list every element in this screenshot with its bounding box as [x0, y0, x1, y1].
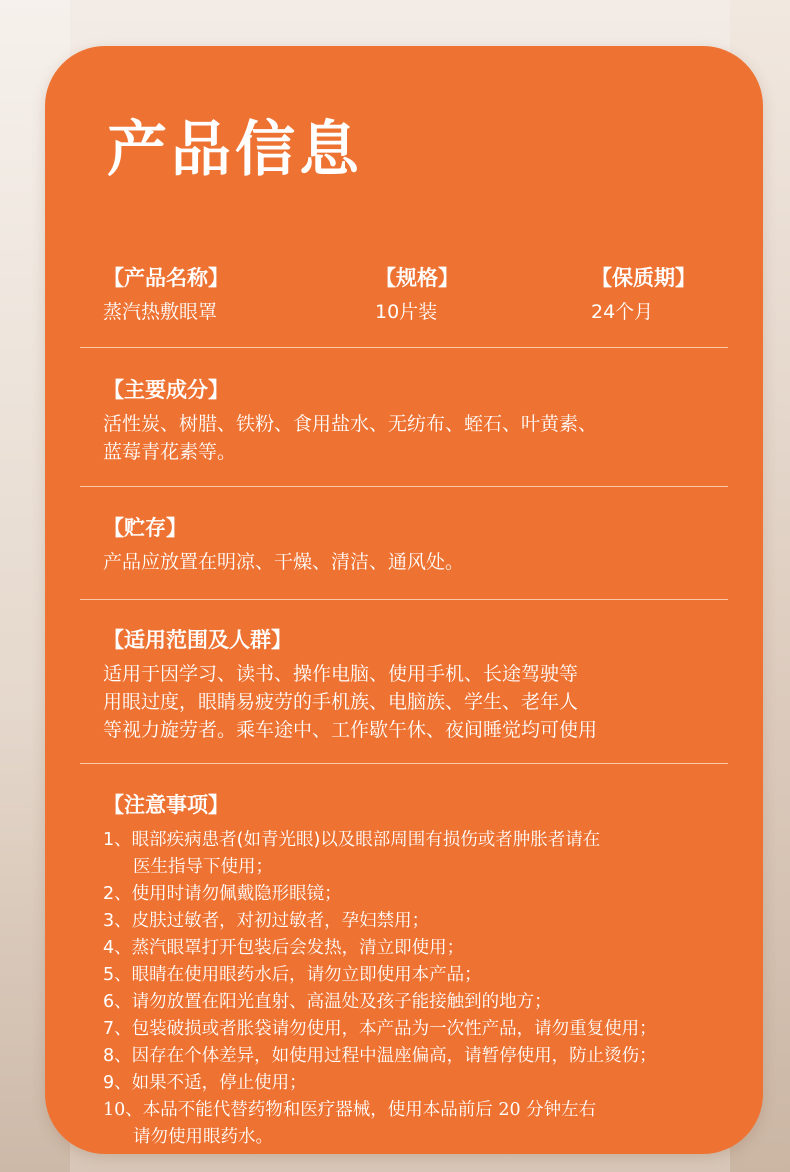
notes-section — [103, 791, 723, 1151]
basic-info-row — [103, 264, 723, 334]
shelf-life-label: 【保质期】 — [591, 266, 696, 290]
note-item: 4、蒸汽眼罩打开包装后会发热，清立即使用； — [103, 938, 465, 958]
scope-label: 【适用范围及人群】 — [103, 628, 292, 652]
note-item: 9、如果不适，停止使用； — [103, 1073, 307, 1093]
scope-text — [103, 660, 723, 744]
spec-block — [375, 264, 459, 326]
scope-line: 适用于因学习、读书、操作电脑、使用手机、长途驾驶等 — [103, 663, 579, 685]
storage-section — [103, 514, 723, 576]
ingredients-line: 活性炭、树腊、铁粉、食用盐水、无纺布、蛭石、叶黄素、 — [103, 413, 598, 435]
ingredients-text — [103, 410, 723, 466]
ingredients-line: 蓝莓青花素等。 — [103, 441, 237, 463]
notes-list — [103, 827, 723, 1151]
storage-label: 【贮存】 — [103, 516, 187, 540]
divider — [80, 486, 728, 487]
shelf-life-block — [591, 264, 696, 326]
note-item: 7、包装破损或者胀袋请勿使用，本产品为一次性产品，请勿重复使用； — [103, 1019, 657, 1039]
divider — [80, 347, 728, 348]
scope-line: 等视力旋劳者。乘车途中、工作歇午休、夜间睡觉均可使用 — [103, 719, 598, 741]
note-item: 2、使用时请勿佩戴隐形眼镜； — [103, 884, 342, 904]
storage-line: 产品应放置在明凉、干燥、清洁、通风处。 — [103, 551, 465, 573]
note-item: 6、请勿放置在阳光直射、高温处及孩子能接触到的地方； — [103, 992, 552, 1012]
product-name-label: 【产品名称】 — [103, 266, 229, 290]
note-item: 10、本品不能代替药物和医疗器械，使用本品前后 20 分钟左右 — [103, 1100, 597, 1120]
product-name-value: 蒸汽热敷眼罩 — [103, 301, 218, 323]
spec-value: 10片装 — [375, 301, 438, 323]
shelf-life-value: 24个月 — [591, 301, 654, 323]
note-item-continued: 医生指导下使用； — [133, 857, 273, 877]
notes-label: 【注意事项】 — [103, 793, 229, 817]
product-name-block — [103, 264, 229, 326]
note-item-continued: 请勿使用眼药水。 — [133, 1127, 273, 1147]
divider — [80, 599, 728, 600]
scope-section — [103, 626, 723, 744]
divider — [80, 763, 728, 764]
note-item: 8、因存在个体差异，如使用过程中温座偏高，请暂停使用，防止烫伤； — [103, 1046, 657, 1066]
product-info-card — [45, 46, 763, 1154]
note-item: 3、皮肤过敏者，对初过敏者，孕妇禁用； — [103, 911, 430, 931]
note-item: 1、眼部疾病患者(如青光眼)以及眼部周围有损伤或者肿胀者请在 — [103, 830, 601, 850]
note-item: 5、眼睛在使用眼药水后，请勿立即使用本产品； — [103, 965, 482, 985]
scope-line: 用眼过度，眼睛易疲劳的手机族、电脑族、学生、老年人 — [103, 691, 579, 713]
storage-text — [103, 548, 723, 576]
ingredients-section — [103, 376, 723, 466]
ingredients-label: 【主要成分】 — [103, 378, 229, 402]
page-title: 产品信息 — [107, 115, 363, 185]
spec-label: 【规格】 — [375, 266, 459, 290]
